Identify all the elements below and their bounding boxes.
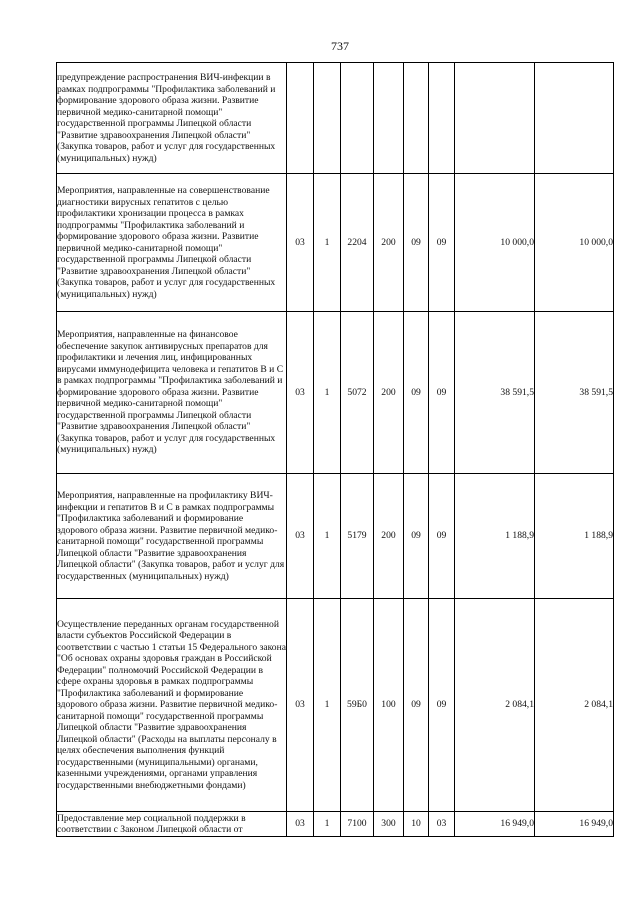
page-number: 737 <box>331 39 349 53</box>
amount-total <box>535 63 614 174</box>
table-row <box>57 174 614 312</box>
row-description: Осуществление переданных органам государственной власти субъектов Российской Федерации в соответствии с частью 1 статьи 15 Федерального закона "Об основах охраны здоровья граждан в Российской Федерации" полномочий Российской Федерации в сфере охраны здоровья в рамках подпрограммы "Профилактика заболеваний и формирование здорового образа жизни. Развитие первичной медико-санитарной помощи" государственной программы Липецкой области "Развитие здравоохранения Липецкой области" (Расходы на выплаты персоналу в целях обеспечения выполнения функций государственными (муниципальными) органами, казенными учреждениями, органами управления государственными внебюджетными фондами) <box>57 599 287 812</box>
direction-code: 7100 <box>341 812 374 837</box>
subsection-code: 09 <box>429 174 455 312</box>
row-description: Предоставление мер социальной поддержки в соответствии с Законом Липецкой области от <box>57 812 287 837</box>
subprogram-code <box>314 63 341 174</box>
section-code: 09 <box>404 312 429 474</box>
section-code <box>404 63 429 174</box>
program-code: 03 <box>287 474 314 599</box>
row-description: Мероприятия, направленные на финансовое обеспечение закупок антивирусных препаратов для профилактики и лечения лиц, инфицированных вирусами иммунодефицита человека и гепатитов В и С в рамках подпрограммы "Профилактика заболеваний и формирование здорового образа жизни. Развитие первичной медико-санитарной помощи" государственной программы Липецкой области "Развитие здравоохранения Липецкой области" (Закупка товаров, работ и услуг для государственных (муниципальных) нужд) <box>57 312 287 474</box>
program-code: 03 <box>287 312 314 474</box>
expense-type-code: 200 <box>374 174 404 312</box>
row-description: Мероприятия, направленные на совершенствование диагностики вирусных гепатитов с целью профилактики хронизации процесса в рамках подпрограммы "Профилактика заболеваний и формирование здорового образа жизни. Развитие первичной медико-санитарной помощи" государственной программы Липецкой области "Развитие здравоохранения Липецкой области" (Закупка товаров, работ и услуг для государственных (муниципальных) нужд) <box>57 174 287 312</box>
direction-code: 5072 <box>341 312 374 474</box>
amount-plan: 38 591,5 <box>455 312 535 474</box>
amount-plan <box>455 63 535 174</box>
amount-plan: 1 188,9 <box>455 474 535 599</box>
section-code: 09 <box>404 599 429 812</box>
subsection-code: 09 <box>429 474 455 599</box>
subsection-code: 03 <box>429 812 455 837</box>
program-code <box>287 63 314 174</box>
row-description: предупреждение распространения ВИЧ-инфекции в рамках подпрограммы "Профилактика заболеваний и формирование здорового образа жизни. Развитие первичной медико-санитарной помощи" государственной программы Липецкой области "Развитие здравоохранения Липецкой области" (Закупка товаров, работ и услуг для государственных (муниципальных) нужд) <box>57 63 287 174</box>
table-row <box>57 63 614 174</box>
budget-table <box>56 62 614 837</box>
amount-plan: 16 949,0 <box>455 812 535 837</box>
amount-total: 1 188,9 <box>535 474 614 599</box>
direction-code: 59Б0 <box>341 599 374 812</box>
table-row <box>57 312 614 474</box>
row-description: Мероприятия, направленные на профилактику ВИЧ-инфекции и гепатитов В и С в рамках подпрограммы "Профилактика заболеваний и формирование здорового образа жизни. Развитие первичной медико-санитарной помощи" государственной программы Липецкой области "Развитие здравоохранения Липецкой области" (Закупка товаров, работ и услуг для государственных (муниципальных) нужд) <box>57 474 287 599</box>
amount-plan: 10 000,0 <box>455 174 535 312</box>
subsection-code: 09 <box>429 312 455 474</box>
table-row <box>57 812 614 837</box>
amount-total: 16 949,0 <box>535 812 614 837</box>
amount-plan: 2 084,1 <box>455 599 535 812</box>
subprogram-code: 1 <box>314 174 341 312</box>
expense-type-code: 300 <box>374 812 404 837</box>
table-row <box>57 474 614 599</box>
subprogram-code: 1 <box>314 812 341 837</box>
section-code: 09 <box>404 174 429 312</box>
expense-type-code: 200 <box>374 312 404 474</box>
amount-total: 10 000,0 <box>535 174 614 312</box>
amount-total: 2 084,1 <box>535 599 614 812</box>
program-code: 03 <box>287 599 314 812</box>
direction-code: 2204 <box>341 174 374 312</box>
expense-type-code <box>374 63 404 174</box>
program-code: 03 <box>287 174 314 312</box>
amount-total: 38 591,5 <box>535 312 614 474</box>
subsection-code: 09 <box>429 599 455 812</box>
expense-type-code: 100 <box>374 599 404 812</box>
table-row <box>57 599 614 812</box>
subprogram-code: 1 <box>314 312 341 474</box>
program-code: 03 <box>287 812 314 837</box>
section-code: 09 <box>404 474 429 599</box>
subprogram-code: 1 <box>314 474 341 599</box>
subsection-code <box>429 63 455 174</box>
subprogram-code: 1 <box>314 599 341 812</box>
direction-code <box>341 63 374 174</box>
expense-type-code: 200 <box>374 474 404 599</box>
section-code: 10 <box>404 812 429 837</box>
direction-code: 5179 <box>341 474 374 599</box>
